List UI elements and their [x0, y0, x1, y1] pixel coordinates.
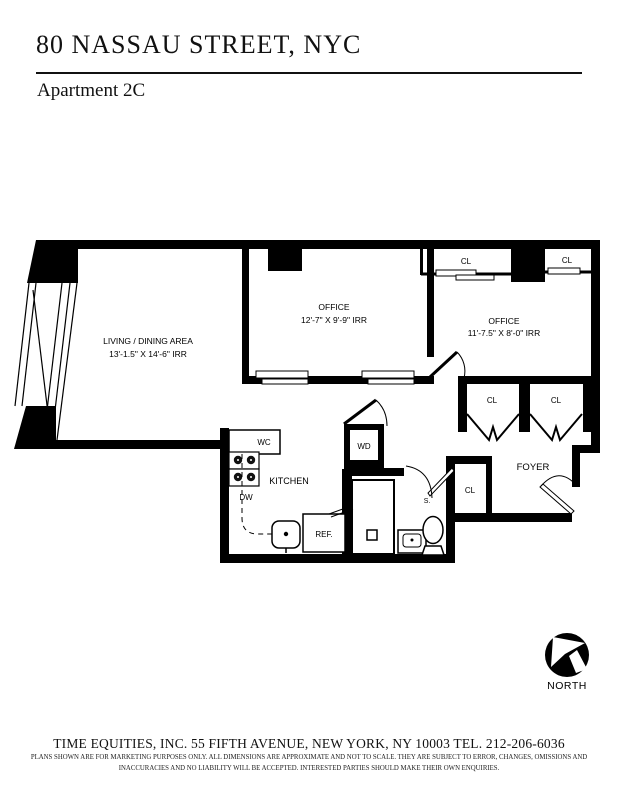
closet-label-top1: CL [460, 257, 472, 266]
kitchen-sink-icon [272, 521, 300, 553]
living-room-label: LIVING / DINING AREA [103, 336, 193, 346]
ref-label: REF. [315, 530, 333, 539]
kitchen-label: KITCHEN [269, 476, 309, 486]
entry-door-icon [540, 476, 576, 514]
north-label: NORTH [547, 680, 587, 692]
page-title: 80 NASSAU STREET, NYC [36, 30, 362, 59]
stove-icon [229, 452, 259, 486]
wc-room [229, 430, 280, 454]
closet-label-mid1: CL [486, 396, 498, 405]
wc-label: WC [257, 438, 271, 447]
office1-dims: 12'-7" X 9'-9" IRR [301, 315, 367, 325]
dw-label: DW [239, 493, 253, 502]
office-angled-door-icon [430, 352, 465, 378]
shower-icon [352, 480, 394, 554]
sliding-door-icon [256, 268, 580, 384]
apartment-subtitle: Apartment 2C [37, 80, 146, 101]
footer-disclaimer: PLANS SHOWN ARE FOR MARKETING PURPOSES ONLY. ALL DIMENSIONS ARE APPROXIMATE AND NOT TO SCALE. THEY ARE SUBJECT TO ERROR, CHANGES, OMISSIONS AND INACCURACIES AND NO LIABILITY WILL BE ACCEPTED. INTERESTED PARTIES SHOULD MAKE THEIR OWN ENQUIRIES. [30, 754, 588, 772]
living-room-dims: 13'-1.5" X 14'-6" IRR [109, 349, 187, 359]
foyer-label: FOYER [516, 462, 550, 473]
toilet-icon [422, 517, 444, 556]
closet-label-top2: CL [561, 256, 573, 265]
north-arrow-icon [545, 633, 589, 677]
footer-company-line: TIME EQUITIES, INC. 55 FIFTH AVENUE, NEW YORK, NY 10003 TEL. 212-206-6036 [53, 736, 565, 751]
closet-label-hall: CL [464, 486, 476, 495]
wd-label: WD [357, 442, 371, 451]
hall-door-icon [344, 400, 387, 426]
office1-label: OFFICE [318, 302, 350, 312]
office2-label: OFFICE [488, 316, 520, 326]
bath-sink-icon [398, 530, 426, 553]
closet-label-mid2: CL [550, 396, 562, 405]
office2-dims: 11'-7.5" X 8'-0" IRR [467, 328, 541, 338]
sink-label: S. [423, 498, 431, 505]
